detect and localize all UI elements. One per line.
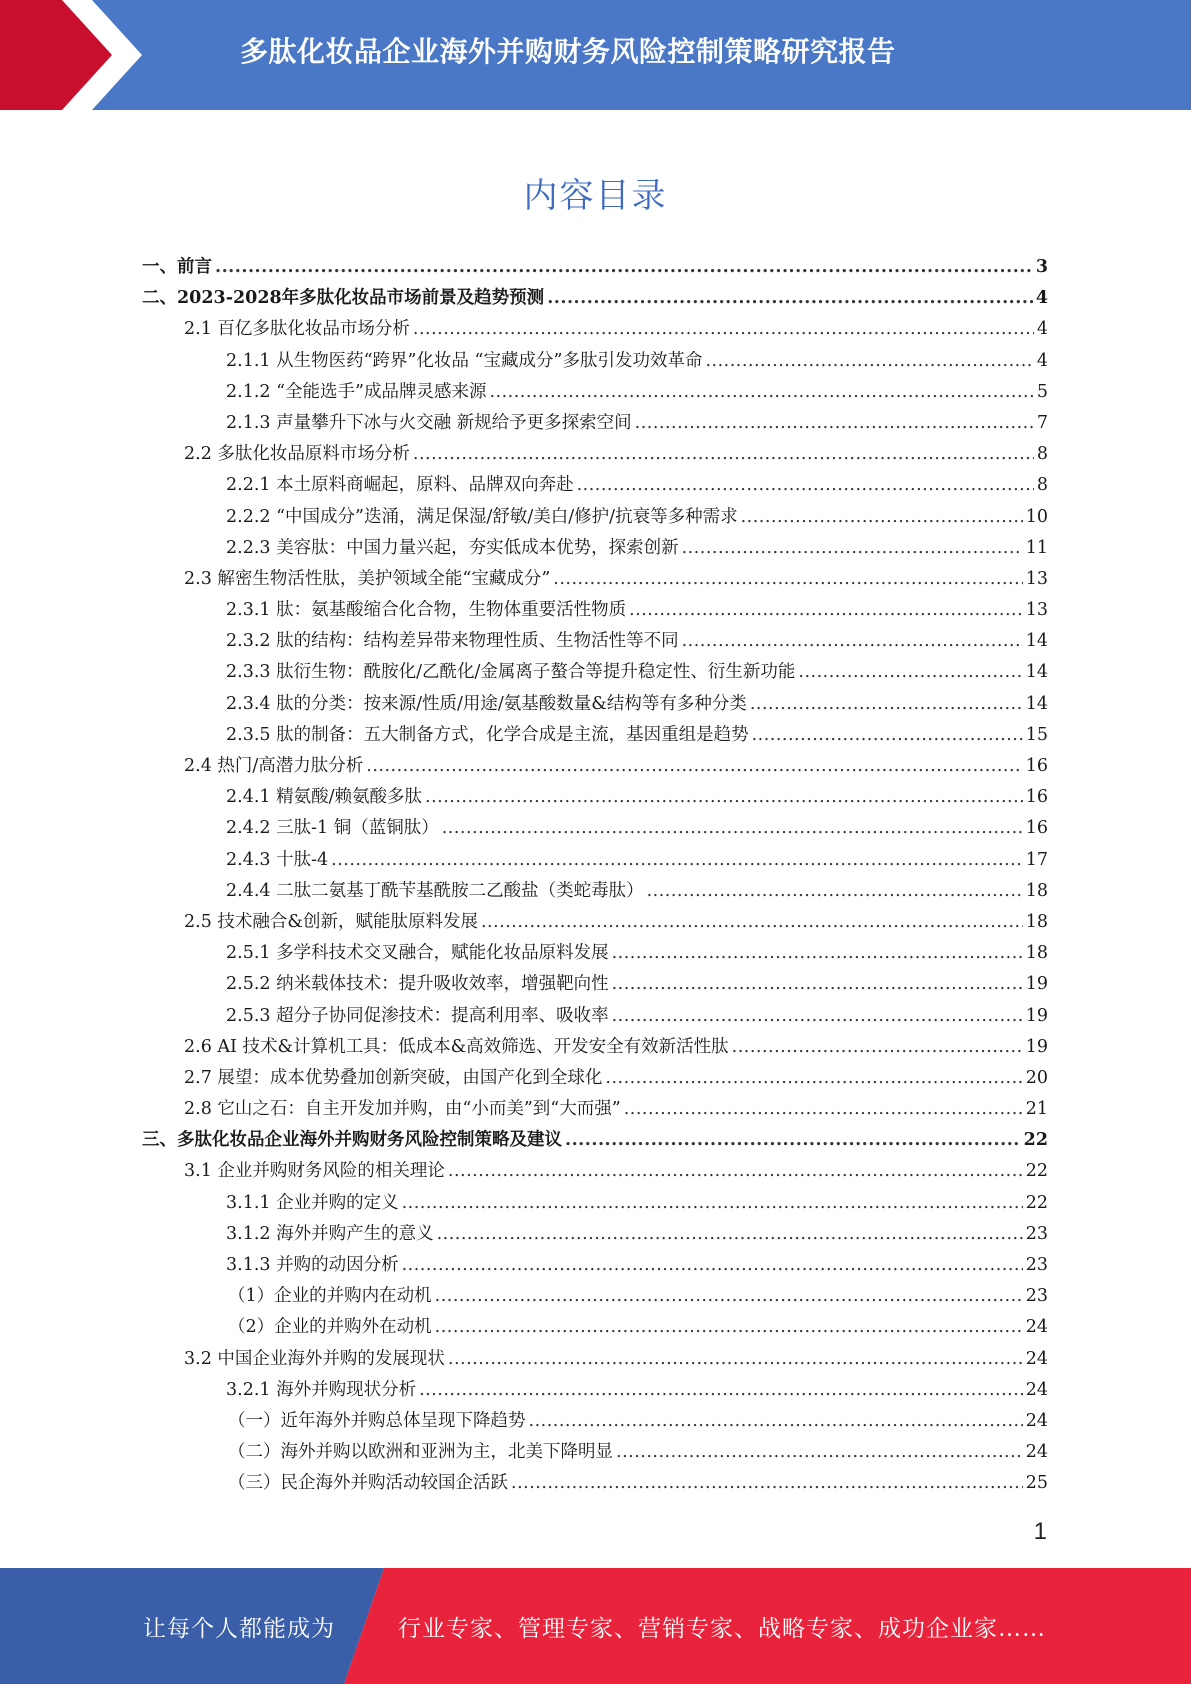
toc-entry-page: 18 [1025,880,1048,901]
toc-entry[interactable] [142,690,1048,721]
toc-entry[interactable] [142,970,1048,1001]
toc-entry-text: 2.3.2 肽的结构：结构差异带来物理性质、生物活性等不同 [226,631,679,652]
toc-dot-leader [402,1193,1023,1213]
toc-entry-text: （1）企业的并购内在动机 [228,1286,432,1307]
toc-entry-text: 2.4.2 三肽-1 铜（蓝铜肽） [226,818,439,839]
toc-entry-page: 19 [1025,1005,1048,1026]
toc-entry[interactable] [142,1345,1048,1376]
toc-entry[interactable] [142,1189,1048,1220]
toc-entry-page: 20 [1025,1067,1048,1088]
footer-slogan-left: 让每个人都能成为 [143,1616,335,1642]
toc-dot-leader [752,725,1023,745]
toc-dot-leader [547,288,1033,308]
toc-entry-page: 24 [1025,1379,1048,1400]
toc-entry[interactable] [142,783,1048,814]
toc-dot-leader [529,1411,1023,1431]
toc-entry-page: 16 [1025,756,1048,776]
toc-dot-leader [705,351,1033,371]
toc-entry-text: 2.4.3 十肽-4 [226,849,329,870]
toc-entry-page: 24 [1025,1442,1048,1463]
page-number: 1 [1033,1518,1047,1545]
toc-entry-page: 18 [1025,943,1048,964]
toc-entry-text: 3.1.1 企业并购的定义 [226,1192,399,1213]
toc-entry-page: 25 [1025,1473,1048,1494]
toc-dot-leader [682,631,1023,651]
toc-entry-text: 3.2 中国企业海外并购的发展现状 [184,1348,445,1369]
toc-entry[interactable] [142,1469,1048,1500]
toc-entry[interactable] [142,1126,1048,1157]
toc-entry-text: 2.4.1 精氨酸/赖氨酸多肽 [226,787,422,808]
toc-dot-leader [413,444,1034,464]
toc-dot-leader [553,569,1022,589]
toc-entry-text: （一）近年海外并购总体呈现下降趋势 [228,1410,526,1431]
toc-dot-leader [435,1286,1023,1306]
toc-dot-leader [741,507,1023,527]
toc-dot-leader [442,818,1023,838]
toc-entry-page: 7 [1036,412,1048,433]
toc-dot-leader [419,1380,1023,1400]
toc-entry-text: 2.4.4 二肽二氨基丁酰苄基酰胺二乙酸盐（类蛇毒肽） [226,880,644,901]
toc-entry-page: 14 [1025,631,1048,652]
toc-entry[interactable] [142,1251,1048,1282]
toc-entry-text: 2.1.1 从生物医药“跨界”化妆品 “宝藏成分”多肽引发功效革命 [226,350,703,371]
footer-slogan-right: 行业专家、管理专家、营销专家、战略专家、成功企业家…… [398,1616,1046,1642]
toc-dot-leader [612,974,1023,994]
toc-entry[interactable] [142,1002,1048,1033]
toc-entry[interactable] [142,1282,1048,1313]
toc-entry-page: 15 [1025,724,1048,745]
toc-dot-leader [732,1037,1023,1057]
toc-entry[interactable] [142,721,1048,752]
toc-entry-text: 2.5 技术融合&创新，赋能肽原料发展 [184,911,478,932]
toc-dot-leader [481,912,1023,932]
toc-entry-page: 22 [1023,1130,1048,1151]
toc-entry[interactable] [142,503,1048,534]
toc-entry[interactable] [142,1095,1048,1126]
toc-entry-page: 11 [1025,537,1048,558]
toc-entry-text: 2.5.1 多学科技术交叉融合，赋能化妆品原料发展 [226,943,609,964]
toc-entry[interactable] [142,534,1048,565]
header-banner [0,0,1191,110]
toc-entry[interactable] [142,1033,1048,1064]
toc-entry-text: 2.2.3 美容肽：中国力量兴起，夯实低成本优势，探索创新 [226,537,679,558]
toc-dot-leader [682,538,1023,558]
toc-entry-page: 19 [1025,974,1048,995]
toc-entry-page: 23 [1025,1255,1048,1275]
toc-dot-leader [331,850,1023,870]
toc-entry-text: 3.1.2 海外并购产生的意义 [226,1223,434,1244]
toc-dot-leader [437,1224,1023,1244]
toc-entry-text: 2.5.2 纳米载体技术：提升吸收效率，增强靶向性 [226,974,609,995]
toc-entry[interactable] [142,1157,1048,1188]
toc-dot-leader [489,382,1033,402]
toc-entry[interactable] [142,378,1048,409]
toc-entry[interactable] [142,409,1048,440]
toc-entry-text: 2.5.3 超分子协同促渗技术：提高利用率、吸收率 [226,1005,609,1026]
toc-entry-page: 4 [1035,288,1048,309]
toc-dot-leader [448,1349,1023,1369]
toc-entry-text: 3.1 企业并购财务风险的相关理论 [184,1161,445,1182]
toc-entry-page: 4 [1036,350,1048,371]
toc-dot-leader [366,756,1022,776]
toc-dot-leader [612,943,1023,963]
toc-entry-page: 24 [1025,1348,1048,1369]
toc-entry-page: 13 [1025,568,1048,589]
toc-entry-page: 19 [1025,1036,1048,1057]
toc-entry[interactable] [142,814,1048,845]
toc-entry[interactable] [142,440,1048,471]
toc-entry-page: 23 [1025,1286,1048,1307]
toc-entry-text: 2.2.1 本土原料商崛起，原料、品牌双向奔赴 [226,475,574,496]
toc-dot-leader [616,1442,1023,1462]
toc-entry-text: 2.3 解密生物活性肽，美护领域全能“宝藏成分” [184,568,551,589]
toc-entry[interactable] [142,939,1048,970]
toc-entry-page: 21 [1025,1099,1048,1120]
toc-entry-page: 13 [1025,600,1048,621]
toc-entry-text: （二）海外并购以欧洲和亚洲为主，北美下降明显 [228,1442,613,1463]
toc-entry-text: 2.3.1 肽：氨基酸缩合化合物，生物体重要活性物质 [226,600,627,621]
toc-entry[interactable] [142,752,1048,783]
toc-entry[interactable] [142,565,1048,596]
toc-entry[interactable] [142,284,1048,315]
toc-entry[interactable] [142,908,1048,939]
toc-entry[interactable] [142,1438,1048,1469]
toc-entry[interactable] [142,471,1048,502]
toc-dot-leader [402,1255,1023,1275]
table-of-contents [142,253,1048,1501]
toc-entry[interactable] [142,658,1048,689]
toc-entry-page: 16 [1025,818,1048,839]
toc-dot-leader [215,257,1033,277]
toc-entry[interactable] [142,1407,1048,1438]
toc-entry-text: 3.2.1 海外并购现状分析 [226,1379,417,1400]
toc-entry-text: （三）民企海外并购活动较国企活跃 [228,1473,508,1494]
toc-entry-page: 17 [1025,849,1048,870]
toc-entry-text: 2.1 百亿多肽化妆品市场分析 [184,319,410,340]
toc-dot-leader [624,1099,1023,1119]
toc-entry[interactable] [142,347,1048,378]
toc-dot-leader [565,1130,1021,1150]
toc-entry-page: 16 [1025,787,1048,808]
toc-entry-text: 2.3.4 肽的分类：按来源/性质/用途/氨基酸数量&结构等有多种分类 [226,693,747,714]
footer-banner [0,1568,1191,1684]
toc-entry-text: 3.1.3 并购的动因分析 [226,1255,399,1275]
toc-entry-page: 8 [1036,475,1048,496]
toc-entry-text: 2.2.2 “中国成分”迭涌，满足保湿/舒敏/美白/修护/抗衰等多种需求 [226,506,738,527]
toc-entry-text: 2.2 多肽化妆品原料市场分析 [184,444,410,465]
toc-dot-leader [413,319,1034,339]
toc-dot-leader [577,475,1034,495]
toc-entry-text: 2.1.3 声量攀升下冰与火交融 新规给予更多探索空间 [226,412,632,433]
toc-dot-leader [511,1473,1023,1493]
toc-entry-page: 8 [1036,444,1048,465]
toc-entry-page: 24 [1025,1410,1048,1431]
toc-entry-page: 14 [1025,693,1048,714]
toc-entry[interactable] [142,1220,1048,1251]
toc-entry-text: 2.1.2 “全能选手”成品牌灵感来源 [226,381,487,402]
toc-dot-leader [605,1068,1022,1088]
toc-dot-leader [629,600,1023,620]
toc-entry[interactable] [142,1313,1048,1344]
toc-entry-page: 4 [1036,319,1048,340]
toc-entry[interactable] [142,253,1048,284]
toc-entry-text: 2.3.3 肽衍生物：酰胺化/乙酰化/金属离子螯合等提升稳定性、衍生新功能 [226,662,796,683]
toc-dot-leader [798,662,1022,682]
toc-entry-text: 2.7 展望：成本优势叠加创新突破，由国产化到全球化 [184,1067,603,1088]
toc-entry[interactable] [142,877,1048,908]
toc-dot-leader [612,1006,1023,1026]
toc-dot-leader [435,1317,1023,1337]
toc-entry-text: 2.8 它山之石：自主开发加并购，由“小而美”到“大而强” [184,1099,621,1120]
toc-entry-page: 10 [1025,506,1048,527]
toc-entry-text: （2）企业的并购外在动机 [228,1317,432,1338]
toc-entry-text: 2.4 热门/高潜力肽分析 [184,756,364,776]
toc-entry-page: 24 [1025,1317,1048,1338]
toc-entry-text: 二、2023-2028年多肽化妆品市场前景及趋势预测 [142,288,545,309]
toc-entry[interactable] [142,1376,1048,1407]
toc-entry-page: 22 [1025,1192,1048,1213]
toc-entry-page: 22 [1025,1161,1048,1182]
toc-entry-text: 一、前言 [142,257,212,277]
toc-entry-page: 5 [1036,381,1048,402]
toc-dot-leader [635,413,1034,433]
toc-entry-page: 18 [1025,911,1048,932]
toc-entry-page: 3 [1035,257,1048,277]
toc-entry-text: 三、多肽化妆品企业海外并购财务风险控制策略及建议 [142,1130,562,1151]
toc-dot-leader [425,787,1023,807]
toc-dot-leader [750,694,1023,714]
toc-entry-text: 2.6 AI 技术&计算机工具：低成本&高效筛选、开发安全有效新活性肽 [184,1036,729,1057]
toc-entry[interactable] [142,596,1048,627]
toc-entry[interactable] [142,846,1048,877]
toc-entry[interactable] [142,627,1048,658]
toc-entry[interactable] [142,1064,1048,1095]
toc-dot-leader [448,1161,1023,1181]
toc-entry-text: 2.3.5 肽的制备：五大制备方式，化学合成是主流，基因重组是趋势 [226,724,749,745]
toc-title: 内容目录 [523,176,668,216]
toc-dot-leader [647,881,1023,901]
toc-entry-page: 14 [1025,662,1048,683]
header-title: 多肽化妆品企业海外并购财务风险控制策略研究报告 [240,35,896,68]
toc-entry[interactable] [142,315,1048,346]
toc-entry-page: 23 [1025,1223,1048,1244]
